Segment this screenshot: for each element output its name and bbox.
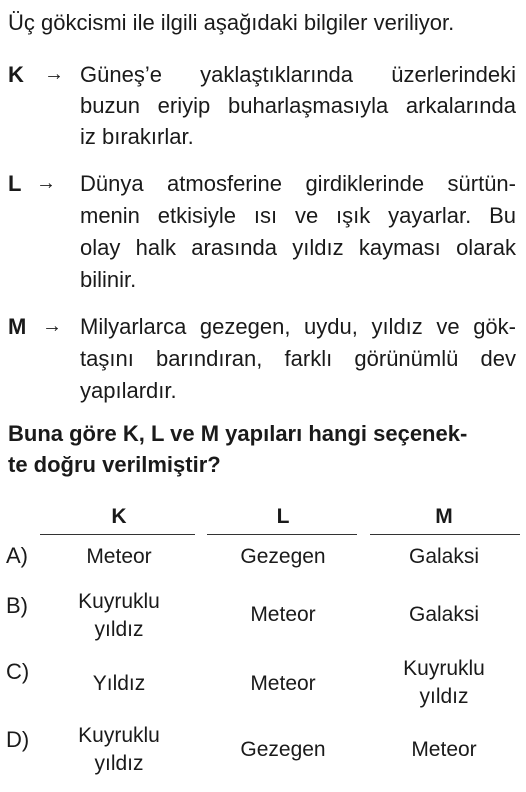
option-b-l: Meteor bbox=[250, 603, 316, 626]
option-a-label: A) bbox=[6, 543, 28, 568]
option-a-l: Gezegen bbox=[240, 545, 326, 568]
item-l-line-2: menin etkisiyle ısı ve ışık yayarlar. Bu bbox=[80, 203, 516, 228]
option-c-k: Yıldız bbox=[92, 672, 146, 695]
header-rule-k bbox=[40, 534, 195, 535]
header-rule-l bbox=[207, 534, 357, 535]
item-l-line-1: Dünya atmosferine girdiklerinde sürtün- bbox=[80, 171, 516, 196]
header-m: M bbox=[435, 505, 453, 528]
option-d-k: Kuyruklu yıldız bbox=[78, 724, 160, 775]
item-l-line-4: bilinir. bbox=[80, 267, 137, 292]
header-k: K bbox=[111, 505, 127, 528]
option-b-k: Kuyruklu yıldız bbox=[78, 590, 160, 641]
item-k-arrow: → bbox=[44, 63, 64, 85]
item-m-line-2: taşını barındıran, farklı görünümlü dev bbox=[80, 346, 516, 371]
option-d-m: Meteor bbox=[411, 738, 477, 761]
item-k-line-3: iz bırakırlar. bbox=[80, 124, 194, 149]
item-m-line-3: yapılardır. bbox=[80, 378, 177, 403]
question-line-1: Buna göre K, L ve M yapıları hangi seçenek- bbox=[8, 421, 468, 446]
option-d-label: D) bbox=[6, 727, 30, 752]
item-l-line-3: olay halk arasında yıldız kayması olarak bbox=[80, 235, 516, 260]
option-c-l: Meteor bbox=[250, 672, 316, 695]
item-k-line-1: Güneş’e yaklaştıklarında üzerlerindeki bbox=[80, 62, 516, 87]
option-d-l: Gezegen bbox=[240, 738, 326, 761]
item-k-letter: K bbox=[8, 62, 24, 87]
option-c-label: C) bbox=[6, 659, 30, 684]
option-b-m: Galaksi bbox=[408, 603, 480, 626]
item-m-letter: M bbox=[8, 314, 27, 339]
option-b-label: B) bbox=[6, 593, 28, 618]
header-l: L bbox=[276, 505, 290, 528]
option-c-m: Kuyruklu yıldız bbox=[403, 657, 485, 708]
question-line-2: te doğru verilmiştir? bbox=[8, 452, 221, 477]
item-m-line-1: Milyarlarca gezegen, uydu, yıldız ve gök- bbox=[80, 314, 516, 339]
item-l-arrow: → bbox=[36, 172, 56, 194]
option-a-k: Meteor bbox=[86, 545, 152, 568]
item-l-letter: L bbox=[8, 171, 22, 196]
header-rule-m bbox=[370, 534, 520, 535]
option-a-m: Galaksi bbox=[408, 545, 480, 568]
item-m-arrow: → bbox=[42, 315, 62, 337]
intro-text: Üç gökcismi ile ilgili aşağıdaki bilgiler veriliyor. bbox=[8, 10, 455, 35]
item-k-line-2: buzun eriyip buharlaşmasıyla arkalarında bbox=[80, 93, 516, 118]
